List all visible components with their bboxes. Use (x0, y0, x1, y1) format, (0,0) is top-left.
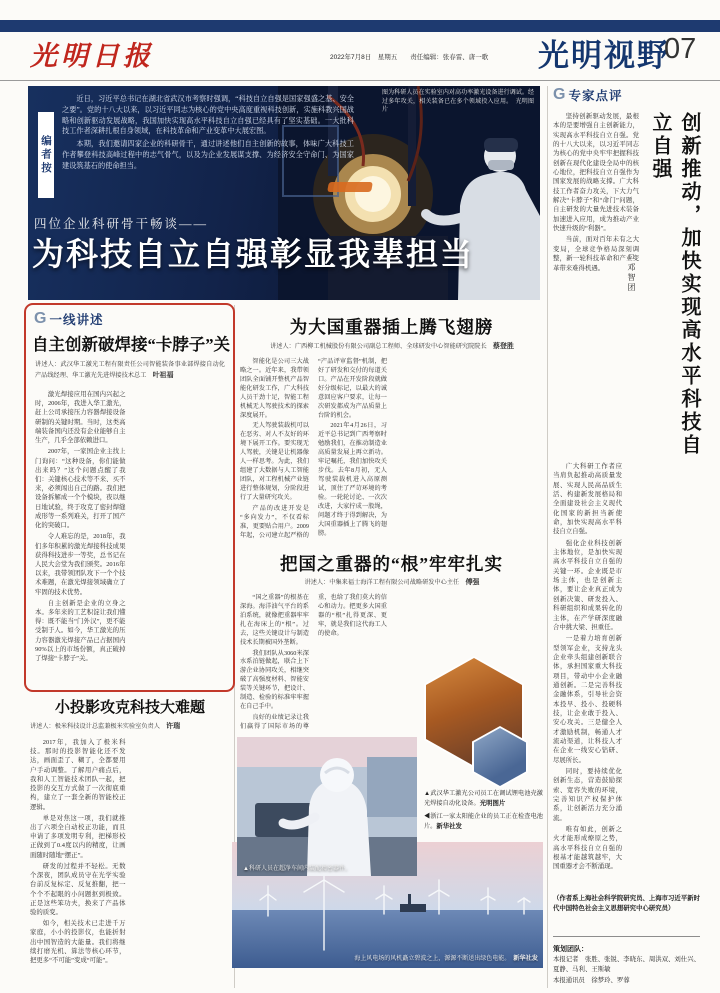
credits-reporters: 本报记者 张胜、张锐、李晓东、周洪双、刘仕兴、夏静、马利、王斯敏 (553, 956, 700, 974)
section-expert-label: 专家点评 (568, 89, 623, 103)
section-expert (553, 86, 622, 104)
byline-name: 蔡登胜 (492, 342, 514, 350)
byline-name: 傅强 (465, 578, 480, 586)
cleanroom-caption: ▲科研人员在超净车间内装配精密器件。 (243, 866, 351, 872)
byline-name: 叶祖福 (152, 370, 174, 379)
hero-photo-block (28, 86, 540, 300)
credits-divider (553, 936, 700, 937)
article-body-offshore: “国之重器”的根基在深海。海洋油气平台的系泊系统，就像把重器牢牢扎在海床上的“根”。过去，这些关键设计与制造技术长期被国外垄断。 我们团队从3060米深水系泊链做起，联合上下游企业协同攻关，相继突破了高强度材料、智能安装等关键环节，把设计、制造、检验的标准牢牢握在自己手中。 良好的业绩记录让我们赢得了国际市场的尊重，也给了我们莫大的信心和动力。把更多大国重器的“根”扎得更深、更牢，就是我们这代海工人的使命。 (240, 594, 387, 730)
header-rule (0, 80, 720, 81)
caption-credit: 光明图片 (479, 799, 506, 807)
article-title-machinery: 为大国重器插上腾飞翅膀 (289, 317, 494, 337)
equipment-brand-mark (327, 182, 373, 192)
byline-name: 许瑞 (166, 722, 181, 730)
caption-credit: 新华社发 (436, 822, 462, 830)
photo-captions (424, 790, 543, 836)
expert-author-note: （作者系上海社会科学院研究员、上海市习近平新时代中国特色社会主义思想研究中心研究员） (553, 895, 700, 912)
page-number: 07 (664, 33, 697, 65)
caption-welding-line (424, 790, 543, 809)
windfarm-caption (354, 953, 538, 962)
article-byline-offshore (262, 577, 522, 588)
section-frontline (34, 310, 103, 328)
article-title-projector: 小投影攻克科技大难题 (54, 700, 205, 716)
caption-credit: 新华社发 (513, 955, 538, 962)
article-body-machinery: 智能化是公司三大战略之一。近年来，我带领团队全面铺开整机产品智能化研发工作，广大科技人员干劲十足，智能工程机械无人驾驶技术的探索深度展开。 无人驾驶装载机可以在恶劣、对人不友好的环境下展开工作。要实现无人驾驶，关键是让机器像人一样思考。为此，我们组建了大数据与人工智能团队，对工程机械产业链进行整体规划，分阶段进行了大量研究攻关。 产品的改进开发是“多向发力”，不仅看标准，更要贴合用户。2009年起，公司建立起严格的“产品评审监督”机制，把好了研发和交付的每道关口。产品在开发阶段就做好分级标记，以最大的诚意回应客户要求，让每一次研发都成为产品质量上台阶的机会。 2021年4月26日，习近平总书记到广西考察时勉励我们，在推动制造业高质量发展上再立新功。牢记嘱托，我们加快攻关步伐。去年8月初，无人驾驶装载机进入高原测试，顶住了严苛环境的考验。一轮轮讨论、一次次改进，大家拧成一股绳，问题才终于得到解决，为大国重器插上了腾飞的翅膀。 (240, 358, 387, 539)
byline-text: 讲述人：广西柳工机械股份有限公司副总工程师、全球研发中心智能研究院院长 (270, 343, 493, 350)
article-title-offshore: 把国之重器的“根”牢牢扎实 (280, 554, 503, 574)
paper-logo: 光明日报 (30, 41, 154, 71)
g-logo-icon: G (34, 310, 47, 327)
article-body-projector: 2017年，我加入了极米科技。那时的投影智能化还不发达，画面歪了、糊了，全都要用户手动调整。了解用户痛点后，我和人工智能技术团队一起，把投影的交互方式做了一次彻底重构，建立了一套全新的智能校正逻辑。 单是对焦这一项，我们就推出了六项全自动校正功能，而且申请了多项发明专利，把梯形校正做到了0.4度以内的精度，让画面随时随地“摆正”。 研发的过程并不轻松。无数个深夜，团队成员守在光学实验台前反复标定、反复推翻，把一个个不起眼的小问题抠到极致。正是这些笨功夫，换来了产品体验的质变。 如今，相关技术已走进千万家庭，小小的投影仪，也能折射出中国智造的大能量。我们将继续打磨光机、算法等核心环节，把更多“不可能”变成“可能”。 (30, 739, 126, 965)
cleanroom-photo (237, 737, 417, 876)
section-title: 光明视野 (538, 38, 670, 73)
headline-kicker: 四位企业科研骨干畅谈—— (34, 217, 209, 231)
section-frontline-label: 一线讲述 (49, 313, 104, 327)
cleanroom-photo-graphic (237, 737, 417, 876)
byline-text: 讲述人：武汉华工激光工程有限责任公司智能装备事业部焊接自动化产品线经理、华工激光先进焊接技术总工 (35, 361, 225, 379)
byline-text: 讲述人：极米科技设计总监兼极米实验室负责人 (30, 723, 167, 730)
expert-body-top: 坚持创新驱动发展，最根本的是要增强自主创新能力，实现高水平科技自立自强。党的十八大以来，以习近平同志为核心的党中央牢牢把握科技创新在现代化建设全局中的核心地位，把科技自立自强作为国家发展的战略支撑。广大科技工作者奋力攻关，下大力气解决“卡脖子”和“命门”问题，自主研发的大量先进技术装备加速进入应用，成为推动产业快速升级的“利器”。 当前，面对百年未有之大变局，全球竞争格局深刻调整，新一轮科技革命和产业变革带来难得机遇。 (553, 113, 639, 272)
article-byline-machinery (252, 341, 532, 352)
column-rule-right (547, 86, 548, 988)
credits-correspondents: 本报通讯员 徐梦玲、罗蓉 (553, 976, 630, 984)
caption-solar-line (424, 813, 543, 832)
byline-text: 讲述人：中集来福士海洋工程有限公司战略研发中心主任 (304, 579, 466, 586)
expert-author: □邓智团 (627, 252, 636, 293)
caption-text: 海上风电场的风机矗立碧波之上，源源不断送出绿色电能。 (354, 956, 508, 962)
g-logo-icon: G (553, 86, 566, 103)
article-title-welding: 自主创新破焊接“卡脖子”关 (32, 335, 230, 354)
editor-note-label: 编者按 (38, 112, 54, 198)
credits-label: 策划团队： (553, 945, 588, 953)
caption-text: ◀浙江一家太阳能企业的员工正在检查电池片。 (424, 812, 543, 830)
article-byline-projector (30, 721, 230, 732)
article-body-welding: 激光焊接应用在国内兴起之时，2006年，我进入华工激光，赶上公司承接压力容器焊接设备研制的关键时期。当时，这类高端装备国内还没有企业能够自主生产，几乎全部依赖进口。 2007年，一家国企业主找上门询问：“这种设备，你们能做出来吗？”这个问题点醒了我们：关键核心技术等不来、买不来，必须闯出自己的路。我们把设备拆解成一个个模块，夜以继日地试验，终于攻克了密封焊缝成形等一系列难关，打开了国产化的突破口。 令人难忘的是，2018年，我们多年积累的激光焊接科技成果获得科技进步一等奖，总书记在人民大会堂为我们颁奖。2016年以来，我带领团队攻下一个个技术难题，在激光焊接领域确立了牢固的技术优势。 自主创新是企业的立身之本。多年来的工艺积淀让我们懂得：既不能当“门外汉”，更不能受制于人。如今，华工激光的压力容器激光焊接产品已占据国内90%以上的市场份额，真正破掉了焊接“卡脖子”关。 (35, 391, 126, 663)
date-editor-line: 2022年7月8日 星期五 责任编辑：张春雷、唐一歌 (330, 54, 489, 61)
article-byline-welding (35, 361, 225, 381)
main-headline: 为科技自立自强彰显我辈担当 (32, 236, 475, 272)
planning-team-credits (553, 944, 700, 986)
expert-body-lower: 广大科研工作者应当肩负起推动高质量发展、实现人民高品质生活、构建新发展格局和全面建设社会主义现代化国家的新担当新使命，加快实现高水平科技自立自强。 强化企业科技创新主体地位，是加快实现高水平科技自立自强的关键一环。企业既是市场主体，也是创新主体，要让企业真正成为创新决策、研发投入、科研组织和成果转化的主体，在产学研深度融合中挑大梁、担重任。 一是着力培育创新型领军企业，支持龙头企业牵头组建创新联合体，承担国家重大科技项目，带动中小企业融通创新。二是完善科技金融体系，引导社会资本投早、投小、投硬科技，让企业敢于投入、安心攻关。三是健全人才激励机制，畅通人才流动渠道，让科技人才在企业一线安心钻研、尽展所长。 同时，要持续优化创新生态，营造鼓励探索、宽容失败的环境，完善知识产权保护体系，让创新活力充分涌流。 唯有如此，创新之火才能形成燎原之势，高水平科技自立自强的根基才能越筑越牢，大国重器才会不断涌现。 (553, 463, 622, 871)
expert-vertical-title: 创新推动，加快实现高水平科技自立自强 (649, 112, 700, 457)
hero-photo-caption: 图为科研人员在实验室内对高功率激光设备进行调试。经过多年攻关，相关装备已在多个领域投入应用。 光明图片 (382, 90, 534, 114)
caption-text: ▲武汉华工激光公司员工在调试锂电池壳激光焊接自动化设备。 (424, 790, 543, 807)
editor-note-text: 近日，习近平总书记在湖北省武汉市考察时强调，“科技自立自强是国家强盛之基、安全之要”。党的十八大以来，以习近平同志为核心的党中央高度重视科技创新，实施科教兴国战略和创新驱动发展战略，我国加快实现高水平科技自立自强已经具有了坚实基础。一大批科技工作者深耕扎根自身领域，在科技革命和产业变革中大展宏图。 本期，我们邀请四家企业的科研骨干，通过讲述他们自主创新的故事，体味广大科技工作者攀登科技高峰过程中的志气骨气，以及为企业发展谋支撑、为经济安全守命门、为国家建设筑基石的使命担当。 (62, 95, 354, 170)
